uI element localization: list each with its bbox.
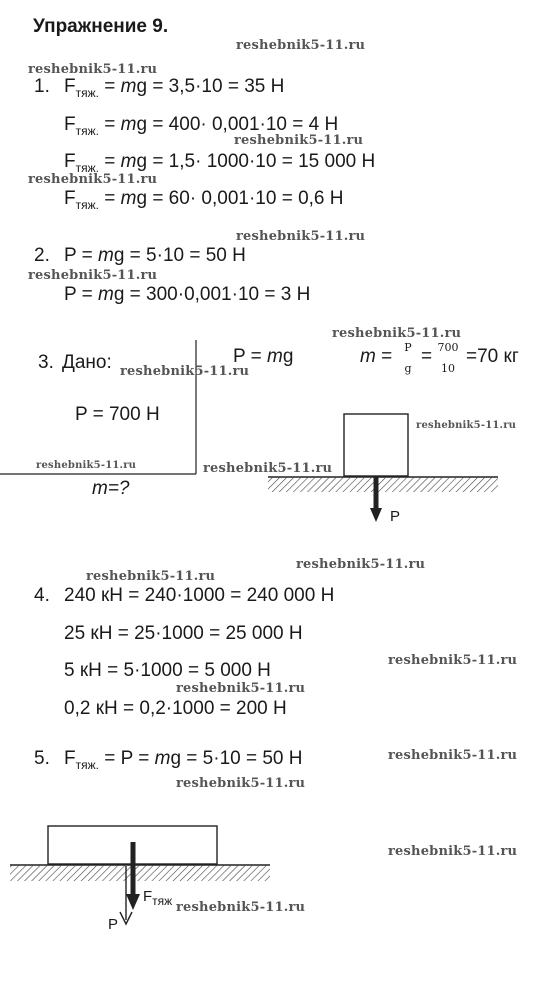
frac-right-num: 700 [437,341,459,354]
given-label: Дано: [62,352,112,373]
watermark: reshebnik5-11.ru [332,326,462,341]
frac-right-den: 10 [441,362,455,375]
watermark: reshebnik5-11.ru [176,776,306,791]
ex4-line-1: 240 кН = 240·1000 = 240 000 Н [64,585,335,606]
ex1-number: 1. [34,76,50,97]
ex4-number: 4. [34,585,50,606]
watermark: reshebnik5-11.ru [203,461,333,476]
watermark: reshebnik5-11.ru [176,900,306,915]
watermark: reshebnik5-11.ru [236,38,366,53]
watermark: reshebnik5-11.ru [28,62,158,77]
ex4-line-4: 0,2 кН = 0,2·1000 = 200 Н [64,698,287,719]
watermark: reshebnik5-11.ru [86,569,216,584]
ex4-line-2: 25 кН = 25·1000 = 25 000 Н [64,623,303,644]
exercise-title: Упражнение 9. [33,16,169,37]
given-weight: P = 700 Н [75,404,160,425]
ex2-number: 2. [34,245,50,266]
ex1-line-3: $F_{тяж.}$ = mg = 1,5· 1000·10 = 15 000 Н [64,151,376,175]
watermark: reshebnik5-11.ru [388,653,518,668]
surface-hatch-ex3 [268,477,498,492]
ex4-line-3: 5 кН = 5·1000 = 5 000 Н [64,660,271,681]
watermark: reshebnik5-11.ru [388,844,518,859]
ex1-line-2: $F_{тяж.}$ = mg = 400· 0,001·10 = 4 Н [64,114,339,138]
watermark: reshebnik5-11.ru [28,268,158,283]
ex2-line-2: P = mg = 300·0,001·10 = 3 Н [64,284,311,305]
watermark: reshebnik5-11.ru [28,172,158,187]
gravity-arrowhead-ex5 [126,894,140,910]
force-label-p: P [390,508,401,525]
watermark: reshebnik5-11.ru [388,748,518,763]
ex1-line-4: $F_{тяж.}$ = mg = 60· 0,001·10 = 0,6 Н [64,188,344,212]
frac-left-den: g [404,362,412,375]
weight-formula: P = mg [233,346,294,367]
mass-result: =70 кг [466,346,519,367]
force-label-p2: P [108,916,119,933]
watermark: reshebnik5-11.ru [234,133,364,148]
weight-arrowhead-ex3 [370,508,382,522]
frac-left-num: P [404,341,412,354]
ex3-number: 3. [38,352,54,373]
block-ex3 [344,414,408,476]
watermark: reshebnik5-11.ru [120,364,250,379]
watermark: reshebnik5-11.ru [416,420,517,431]
ex1-line-1: $F_{тяж.}$ = mg = 3,5·10 = 35 Н [64,76,285,100]
surface-hatch-ex5 [10,865,270,881]
ex2-line-1: P = mg = 5·10 = 50 Н [64,245,246,266]
mass-formula-m: m = [360,346,393,367]
watermark: reshebnik5-11.ru [236,229,366,244]
watermark: reshebnik5-11.ru [176,681,306,696]
force-label-ftyazh: $F_{тяж}$ [143,888,173,908]
mass-formula-eq: = [421,346,433,367]
ex5-number: 5. [34,748,50,769]
unknown-mass: m=? [92,478,130,499]
watermark: reshebnik5-11.ru [36,460,137,471]
ex5-line: $F_{тяж.} = P$ = mg = 5·10 = 50 Н [64,748,303,772]
watermark: reshebnik5-11.ru [296,557,426,572]
